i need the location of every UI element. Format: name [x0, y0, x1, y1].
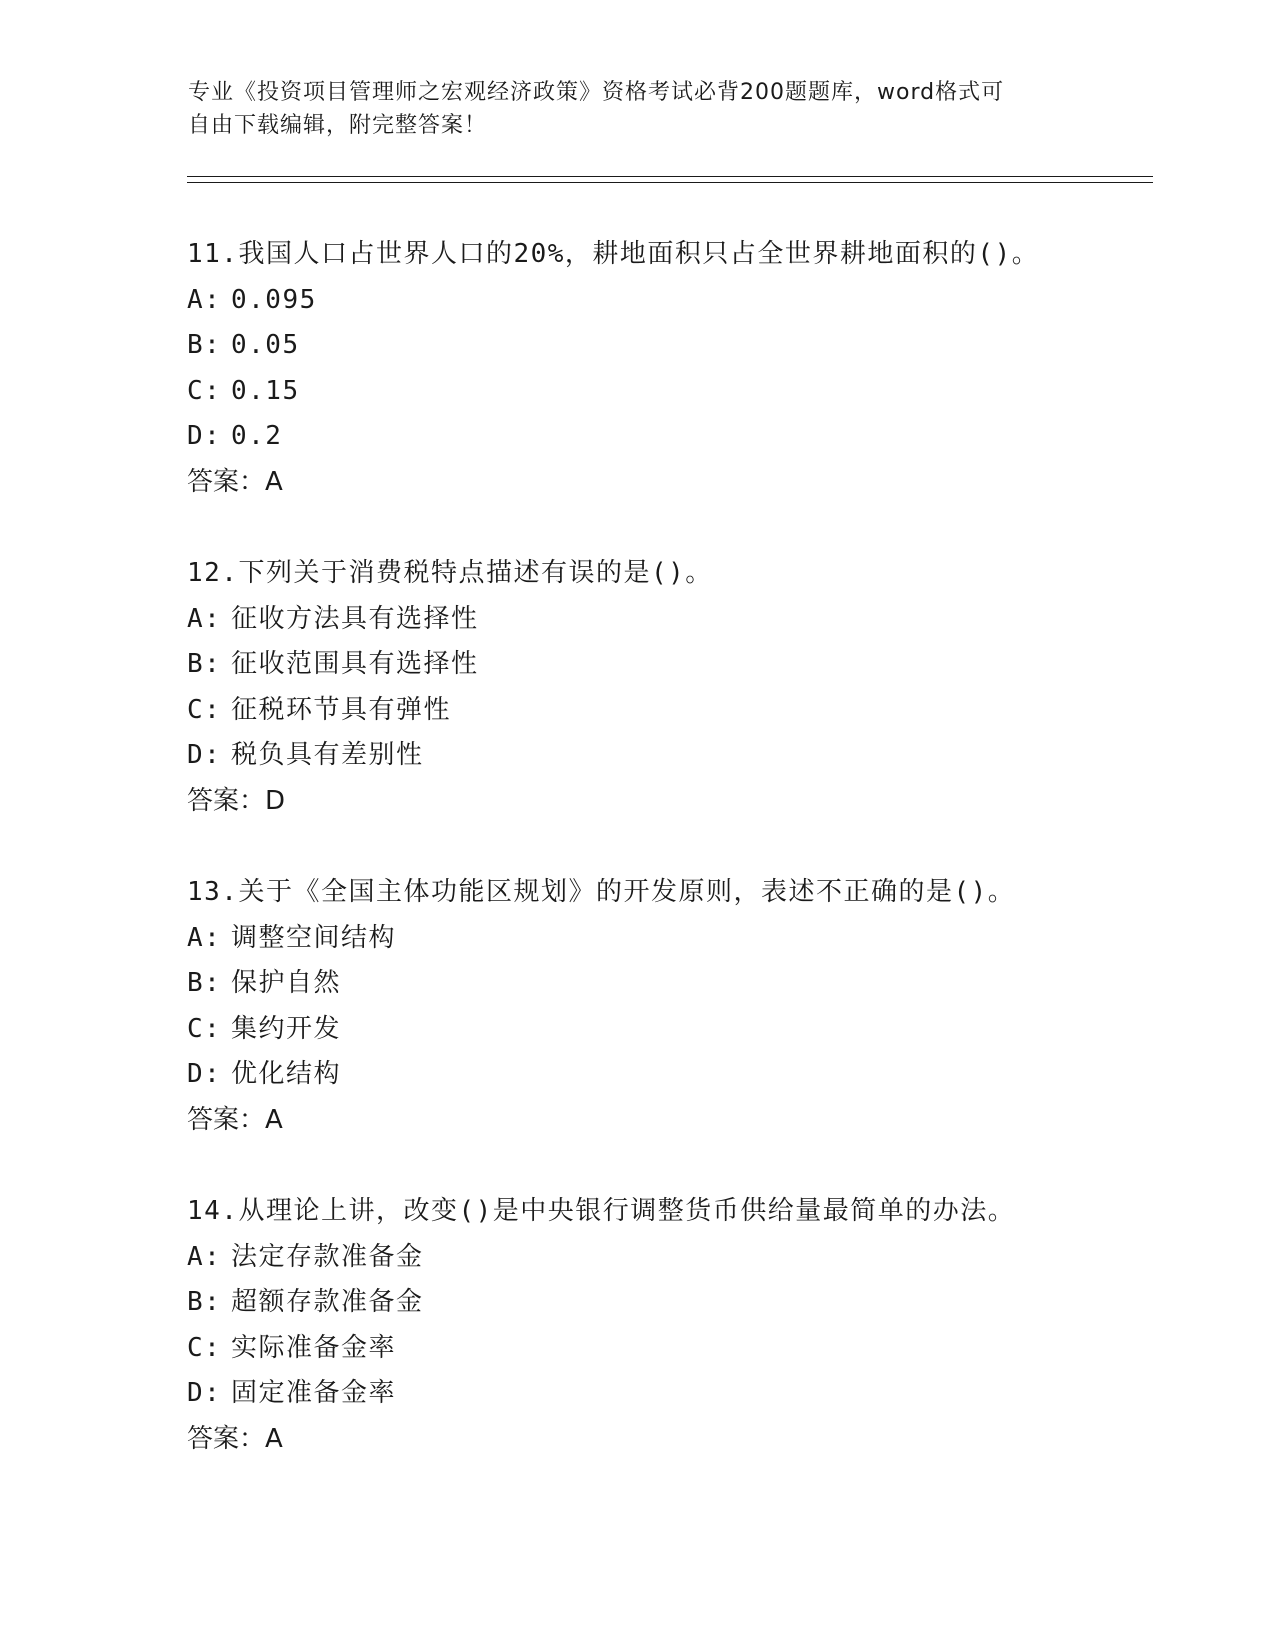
option-key: B:	[187, 330, 222, 360]
option-line	[187, 688, 1187, 734]
option-text: 0.2	[231, 421, 283, 451]
answer-label: 答案：	[187, 1104, 266, 1135]
option-text: 固定准备金率	[231, 1378, 397, 1408]
answer-line	[187, 460, 1187, 506]
option-line	[187, 1371, 1187, 1417]
answer-label: 答案：	[187, 1423, 266, 1454]
option-key: A:	[187, 603, 222, 634]
question-stem: 11.我国人口占世界人口的20%，耕地面积只占全世界耕地面积的()。	[187, 239, 1040, 269]
option-text: 0.15	[231, 375, 300, 406]
question-block	[187, 1189, 1187, 1508]
option-key: C:	[187, 375, 222, 406]
option-text: 征收范围具有选择性	[231, 649, 479, 679]
question-stem: 14.从理论上讲，改变()是中央银行调整货币供给量最简单的办法。	[187, 1196, 1016, 1226]
option-text: 征税环节具有弹性	[231, 694, 452, 725]
header-divider	[187, 176, 1153, 183]
option-text: 调整空间结构	[231, 922, 397, 953]
answer-line	[187, 1417, 1187, 1463]
answer-label: 答案：	[187, 785, 266, 816]
option-key: B:	[187, 649, 222, 679]
option-line	[187, 278, 1187, 324]
answer-value: A	[265, 466, 283, 497]
option-text: 优化结构	[231, 1059, 342, 1089]
option-key: C:	[187, 1332, 222, 1363]
answer-value: D	[265, 785, 286, 816]
option-line	[187, 733, 1187, 779]
option-key: D:	[187, 1059, 222, 1089]
option-line	[187, 1235, 1187, 1281]
option-line	[187, 642, 1187, 688]
option-line	[187, 1280, 1187, 1326]
option-key: B:	[187, 968, 222, 998]
option-line	[187, 414, 1187, 460]
answer-line	[187, 1098, 1187, 1144]
option-key: D:	[187, 421, 222, 451]
answer-value: A	[265, 1423, 283, 1454]
question-block	[187, 870, 1187, 1189]
option-key: C:	[187, 694, 222, 725]
option-text: 实际准备金率	[231, 1332, 397, 1363]
option-line	[187, 916, 1187, 962]
document-header	[188, 76, 1088, 142]
option-line	[187, 1052, 1187, 1098]
question-list	[187, 232, 1187, 1508]
option-text: 税负具有差别性	[231, 740, 424, 770]
option-text: 0.095	[231, 284, 317, 315]
option-key: C:	[187, 1013, 222, 1044]
option-key: D:	[187, 740, 222, 770]
answer-label: 答案：	[187, 466, 266, 497]
header-line-1: 专业《投资项目管理师之宏观经济政策》资格考试必背200题题库，word格式可	[188, 80, 1005, 105]
option-text: 0.05	[231, 330, 300, 360]
option-line	[187, 323, 1187, 369]
question-stem: 13.关于《全国主体功能区规划》的开发原则，表述不正确的是()。	[187, 877, 1016, 907]
option-key: D:	[187, 1378, 222, 1408]
option-key: A:	[187, 1241, 222, 1272]
answer-line	[187, 779, 1187, 825]
option-line	[187, 1007, 1187, 1053]
option-text: 法定存款准备金	[231, 1241, 424, 1272]
option-text: 超额存款准备金	[231, 1287, 424, 1317]
option-text: 征收方法具有选择性	[231, 603, 479, 634]
answer-value: A	[265, 1104, 283, 1135]
option-key: A:	[187, 922, 222, 953]
option-key: A:	[187, 284, 222, 315]
option-key: B:	[187, 1287, 222, 1317]
option-text: 保护自然	[231, 968, 342, 998]
question-block	[187, 551, 1187, 870]
question-block	[187, 232, 1187, 551]
option-line	[187, 597, 1187, 643]
header-line-2: 自由下载编辑，附完整答案！	[188, 113, 488, 138]
option-line	[187, 369, 1187, 415]
option-text: 集约开发	[231, 1013, 342, 1044]
option-line	[187, 961, 1187, 1007]
question-stem: 12.下列关于消费税特点描述有误的是()。	[187, 558, 713, 588]
option-line	[187, 1326, 1187, 1372]
